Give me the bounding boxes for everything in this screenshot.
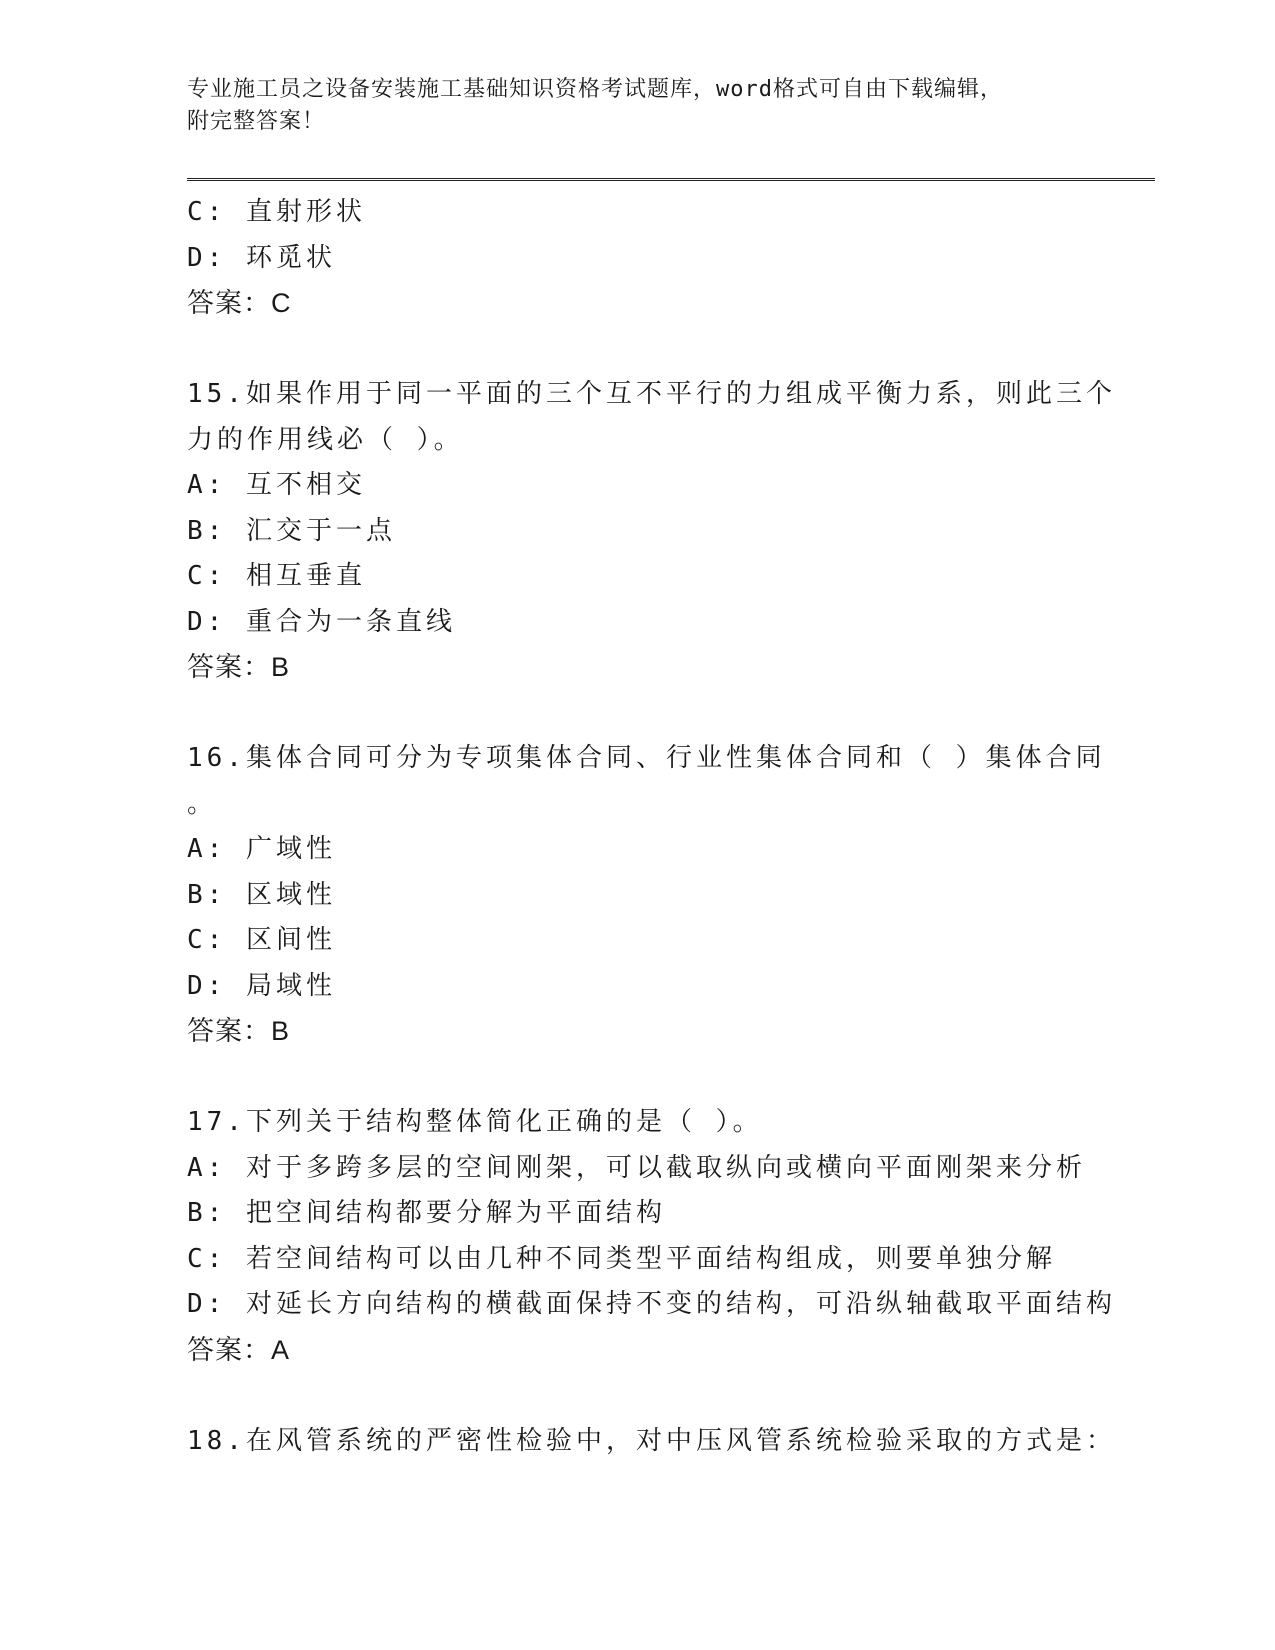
spacer <box>187 691 1087 737</box>
spacer <box>187 1373 1087 1419</box>
question-stem: 。 <box>187 788 218 819</box>
spacer <box>187 1055 1087 1101</box>
header-line-1: 专业施工员之设备安装施工基础知识资格考试题库，word格式可自由下载编辑， <box>187 77 1003 102</box>
option-b: B: 区域性 <box>187 879 336 910</box>
document-body <box>187 190 1116 1464</box>
header-divider <box>187 178 1155 181</box>
question-stem: 15.如果作用于同一平面的三个互不平行的力组成平衡力系，则此三个 <box>187 379 1116 409</box>
question-stem: 力的作用线必（ ）。 <box>187 424 464 455</box>
option-d: D: 环觅状 <box>187 242 336 273</box>
option-d: D: 对延长方向结构的横截面保持不变的结构，可沿纵轴截取平面结构 <box>187 1289 1116 1319</box>
option-b: B: 把空间结构都要分解为平面结构 <box>187 1198 666 1228</box>
answer-line: 答案：C <box>187 288 292 318</box>
option-c: C: 直射形状 <box>187 197 366 227</box>
option-b: B: 汇交于一点 <box>187 515 396 546</box>
option-c: C: 若空间结构可以由几种不同类型平面结构组成，则要单独分解 <box>187 1243 1056 1274</box>
question-stem: 18.在风管系统的严密性检验中，对中压风管系统检验采取的方式是： <box>187 1425 1116 1456</box>
option-c: C: 相互垂直 <box>187 561 366 591</box>
question-stem: 16.集体合同可分为专项集体合同、行业性集体合同和（ ）集体合同 <box>187 743 1106 773</box>
question-15 <box>187 372 1116 691</box>
question-16 <box>187 736 1106 1055</box>
option-c: C: 区间性 <box>187 925 336 955</box>
question-17 <box>187 1100 1116 1373</box>
option-d: D: 重合为一条直线 <box>187 606 456 637</box>
option-a: A: 互不相交 <box>187 470 366 500</box>
page-header <box>187 74 1067 138</box>
header-line-2: 附完整答案！ <box>187 109 326 134</box>
answer-line: 答案：B <box>187 1016 291 1046</box>
answer-line: 答案：A <box>187 1334 291 1365</box>
question-stem: 17.下列关于结构整体简化正确的是（ ）。 <box>187 1107 763 1137</box>
option-a: A: 对于多跨多层的空间刚架，可以截取纵向或横向平面刚架来分析 <box>187 1152 1086 1183</box>
spacer <box>187 327 1087 373</box>
question-14-tail <box>187 190 1087 327</box>
answer-line: 答案：B <box>187 652 291 682</box>
question-18 <box>187 1419 1116 1465</box>
option-d: D: 局域性 <box>187 970 336 1001</box>
option-a: A: 广域性 <box>187 834 336 864</box>
